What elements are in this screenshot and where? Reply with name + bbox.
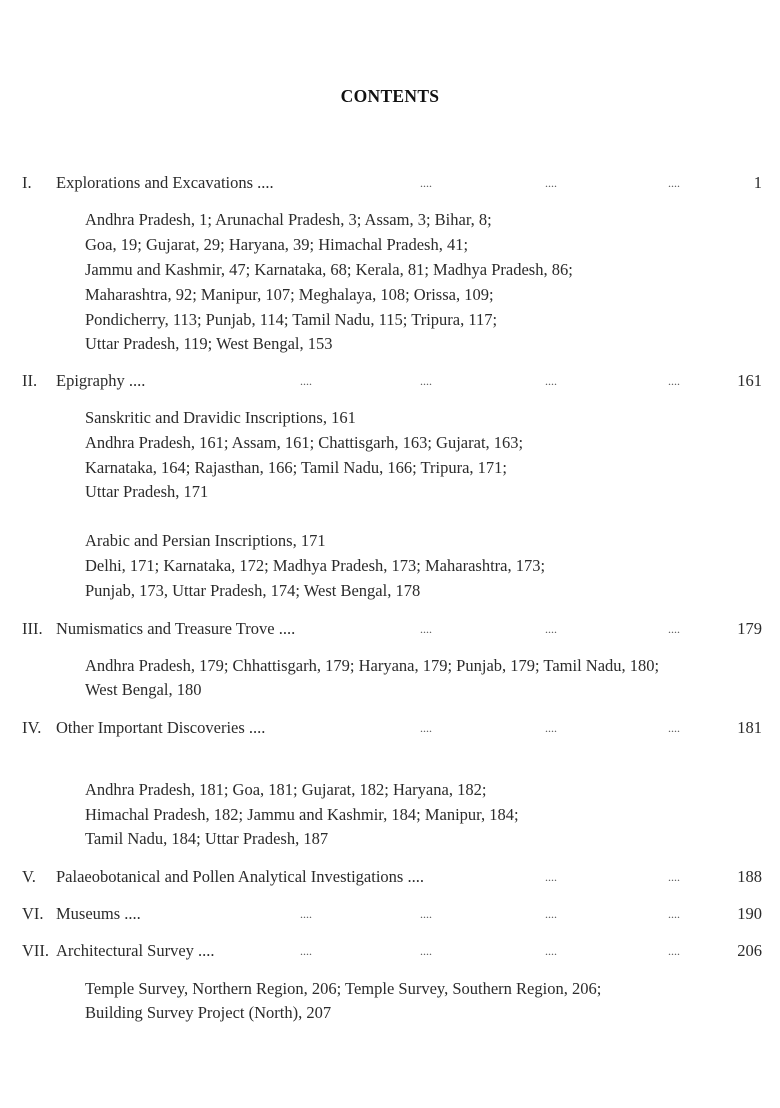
entry-subline: Jammu and Kashmir, 47; Karnataka, 68; Kerala, 81; Madhya Pradesh, 86; bbox=[85, 260, 573, 279]
entry-page-number: 1 bbox=[753, 173, 762, 192]
leader-dots: .... bbox=[545, 870, 557, 884]
leader-dots: .... bbox=[300, 944, 312, 958]
entry-title: Epigraphy .... bbox=[56, 371, 146, 390]
leader-dots: .... bbox=[668, 721, 680, 735]
entry-numeral: I. bbox=[22, 173, 32, 192]
entry-subline: West Bengal, 180 bbox=[85, 680, 202, 699]
entry-numeral: IV. bbox=[22, 718, 42, 737]
entry-subline: Goa, 19; Gujarat, 29; Haryana, 39; Himachal Pradesh, 41; bbox=[85, 235, 469, 254]
entry-page-number: 179 bbox=[737, 619, 762, 638]
entry-subline: Uttar Pradesh, 119; West Bengal, 153 bbox=[85, 334, 333, 353]
leader-dots: .... bbox=[668, 944, 680, 958]
entry-subline: Arabic and Persian Inscriptions, 171 bbox=[85, 531, 326, 550]
leader-dots: .... bbox=[545, 374, 557, 388]
entry-subline: Delhi, 171; Karnataka, 172; Madhya Pradesh, 173; Maharashtra, 173; bbox=[85, 556, 546, 575]
entry-page-number: 188 bbox=[737, 867, 762, 886]
entry-subline: Building Survey Project (North), 207 bbox=[85, 1003, 332, 1022]
leader-dots: .... bbox=[420, 176, 432, 190]
entry-subline: Uttar Pradesh, 171 bbox=[85, 482, 209, 501]
leader-dots: .... bbox=[420, 374, 432, 388]
entry-title: Palaeobotanical and Pollen Analytical Investigations .... bbox=[56, 867, 424, 886]
entry-numeral: VII. bbox=[22, 941, 50, 960]
leader-dots: .... bbox=[545, 944, 557, 958]
entry-subline: Andhra Pradesh, 181; Goa, 181; Gujarat, 182; Haryana, 182; bbox=[85, 780, 487, 799]
entry-subline: Andhra Pradesh, 161; Assam, 161; Chattisgarh, 163; Gujarat, 163; bbox=[85, 433, 524, 452]
leader-dots: .... bbox=[545, 622, 557, 636]
entry-subline: Himachal Pradesh, 182; Jammu and Kashmir, 184; Manipur, 184; bbox=[85, 805, 519, 824]
entry-title: Explorations and Excavations .... bbox=[56, 173, 274, 192]
entry-title: Museums .... bbox=[56, 904, 141, 923]
leader-dots: .... bbox=[420, 907, 432, 921]
leader-dots: .... bbox=[545, 176, 557, 190]
entry-numeral: II. bbox=[22, 371, 38, 390]
leader-dots: .... bbox=[668, 870, 680, 884]
leader-dots: .... bbox=[300, 374, 312, 388]
entry-subline: Andhra Pradesh, 179; Chhattisgarh, 179; Haryana, 179; Punjab, 179; Tamil Nadu, 180; bbox=[85, 656, 660, 675]
leader-dots: .... bbox=[420, 622, 432, 636]
entry-numeral: V. bbox=[22, 867, 36, 886]
entry-page-number: 206 bbox=[737, 941, 762, 960]
entry-title: Other Important Discoveries .... bbox=[56, 718, 266, 737]
entry-subline: Karnataka, 164; Rajasthan, 166; Tamil Nadu, 166; Tripura, 171; bbox=[85, 458, 507, 477]
entry-subline: Maharashtra, 92; Manipur, 107; Meghalaya, 108; Orissa, 109; bbox=[85, 285, 494, 304]
leader-dots: .... bbox=[300, 907, 312, 921]
entry-subline: Temple Survey, Northern Region, 206; Temple Survey, Southern Region, 206; bbox=[85, 979, 602, 998]
leader-dots: .... bbox=[668, 907, 680, 921]
entry-page-number: 181 bbox=[737, 718, 762, 737]
entry-page-number: 161 bbox=[737, 371, 762, 390]
leader-dots: .... bbox=[545, 721, 557, 735]
leader-dots: .... bbox=[668, 374, 680, 388]
page-title: CONTENTS bbox=[340, 86, 440, 106]
entry-subline: Sanskritic and Dravidic Inscriptions, 161 bbox=[85, 408, 356, 427]
entry-numeral: VI. bbox=[22, 904, 44, 923]
entry-subline: Pondicherry, 113; Punjab, 114; Tamil Nadu, 115; Tripura, 117; bbox=[85, 310, 498, 329]
leader-dots: .... bbox=[668, 622, 680, 636]
leader-dots: .... bbox=[545, 907, 557, 921]
entry-subline: Tamil Nadu, 184; Uttar Pradesh, 187 bbox=[85, 829, 329, 848]
entry-subline: Andhra Pradesh, 1; Arunachal Pradesh, 3; Assam, 3; Bihar, 8; bbox=[85, 210, 492, 229]
entry-title: Architectural Survey .... bbox=[56, 941, 215, 960]
entry-title: Numismatics and Treasure Trove .... bbox=[56, 619, 296, 638]
leader-dots: .... bbox=[420, 721, 432, 735]
entry-subline: Punjab, 173, Uttar Pradesh, 174; West Bengal, 178 bbox=[85, 581, 421, 600]
leader-dots: .... bbox=[668, 176, 680, 190]
leader-dots: .... bbox=[420, 944, 432, 958]
entry-page-number: 190 bbox=[737, 904, 762, 923]
entry-numeral: III. bbox=[22, 619, 43, 638]
